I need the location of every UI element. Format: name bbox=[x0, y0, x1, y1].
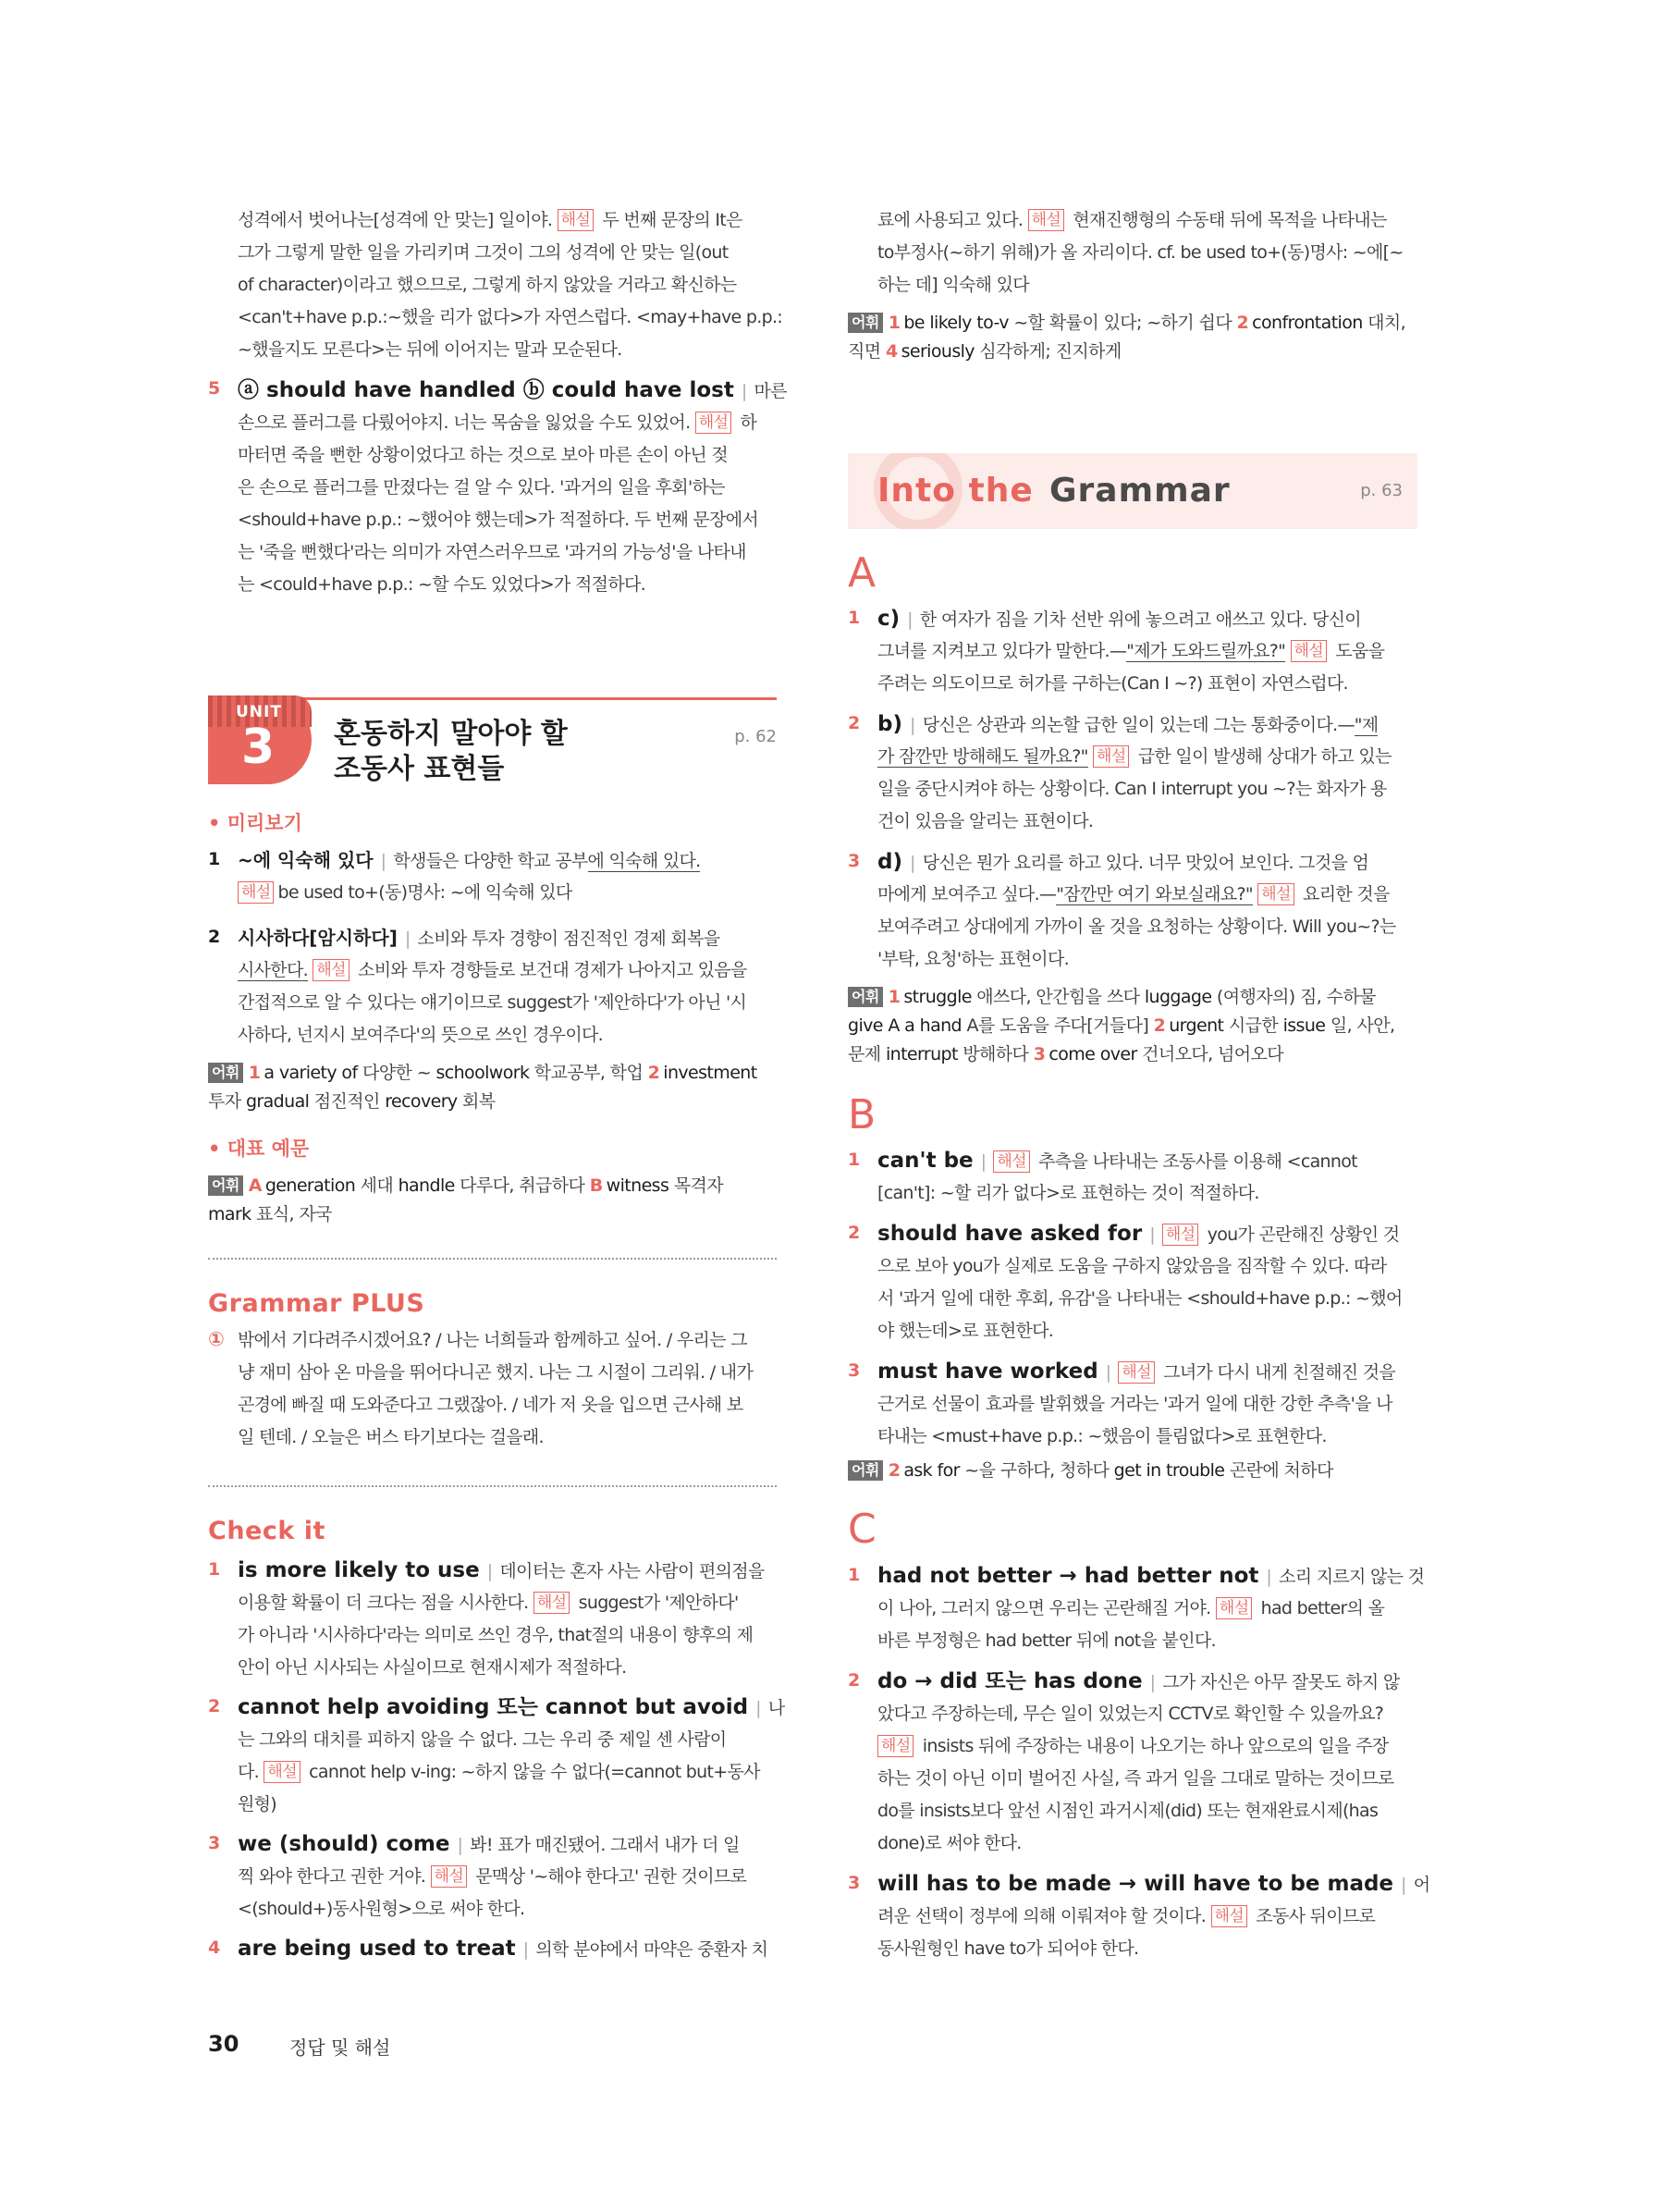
page-number: 30 bbox=[208, 2031, 239, 2057]
text-line: 원형) bbox=[238, 1794, 277, 1815]
underlined-text: "제가 도와드릴까요?" bbox=[1126, 641, 1286, 661]
vocab-meaning: 애쓰다, 안간힘을 쓰다 bbox=[971, 987, 1145, 1007]
answer-text: d) bbox=[877, 850, 902, 874]
vocab-meaning: 투자 bbox=[208, 1091, 246, 1112]
text-line: 하 bbox=[735, 412, 757, 433]
vocab-number: 2 bbox=[1153, 1015, 1166, 1036]
text-line: 으로 보아 you가 실제로 도움을 구하지 않았음을 짐작할 수 있다. 따라 bbox=[877, 1256, 1387, 1276]
text-line: 안이 아닌 시사되는 사실이므로 현재시제가 적절하다. bbox=[238, 1657, 627, 1678]
text-line: 의학 분야에서 마약은 중환자 치 bbox=[535, 1939, 768, 1960]
text-line: 야 했는데>로 표현한다. bbox=[877, 1321, 1054, 1341]
text-line: 그가 자신은 아무 잘못도 하지 않 bbox=[1162, 1672, 1400, 1692]
separator: | bbox=[1149, 1672, 1156, 1692]
answer-text: should have asked for bbox=[877, 1222, 1143, 1246]
separator: | bbox=[909, 853, 915, 873]
vocab-meaning: 점진적인 bbox=[309, 1091, 386, 1112]
answer-text: do → did 또는 has done bbox=[877, 1669, 1143, 1693]
banner-title-part-2: Grammar bbox=[1049, 472, 1231, 510]
explanation-tag: 해설 bbox=[1118, 1361, 1154, 1384]
text-line: suggest가 '제안하다' bbox=[573, 1593, 739, 1613]
unit-page-ref: p. 62 bbox=[734, 727, 777, 746]
unit-number: 3 bbox=[241, 720, 276, 775]
section-letter-b: B bbox=[848, 1091, 877, 1138]
answer-text: b) bbox=[877, 712, 902, 736]
vocab-meaning: 시급한 bbox=[1223, 1015, 1283, 1036]
separator: | bbox=[486, 1561, 493, 1581]
text-line: 마른 bbox=[754, 381, 787, 401]
vocab-tag: 어휘 bbox=[848, 313, 883, 333]
explanation-tag: 해설 bbox=[695, 412, 731, 434]
explanation-tag: 해설 bbox=[1291, 640, 1327, 662]
vocab-word: struggle bbox=[903, 987, 972, 1007]
vocab-meaning: 곤란에 처하다 bbox=[1224, 1460, 1333, 1481]
text-line: 하는 것이 아닌 이미 벌어진 사실, 즉 과거 일을 그대로 말하는 것이므로 bbox=[877, 1768, 1394, 1789]
unit-badge bbox=[208, 695, 312, 784]
text-line: 는 <could+have p.p.: ~할 수도 있었다>가 적절하다. bbox=[238, 574, 645, 595]
text-line: 가 아니라 '시사하다'라는 의미로 쓰인 경우, that절의 내용이 향후의 제 bbox=[238, 1625, 754, 1645]
text-line: 현재진행형의 수동태 뒤에 목적을 나타내는 bbox=[1068, 210, 1387, 230]
unit-header bbox=[208, 695, 777, 784]
separator: | bbox=[1105, 1362, 1111, 1383]
text-line: '부탁, 요청'하는 표현이다. bbox=[877, 949, 1069, 969]
explanation-tag: 해설 bbox=[558, 209, 594, 231]
text-line: of character)이라고 했으므로, 그렇게 하지 않았을 거라고 확신하는 bbox=[238, 275, 737, 295]
text-line: 당신은 뭔가 요리를 하고 있다. 너무 맛있어 보인다. 그것을 엄 bbox=[922, 853, 1369, 873]
banner-page-ref: p. 63 bbox=[1360, 481, 1403, 500]
text-line: 다. bbox=[238, 1762, 259, 1782]
text-line: 료에 사용되고 있다. bbox=[877, 210, 1024, 230]
separator: | bbox=[1149, 1224, 1155, 1245]
text-line: you가 곤란해진 상황인 것 bbox=[1202, 1224, 1400, 1245]
item-number: 1 bbox=[848, 1150, 861, 1170]
section-letter-c: C bbox=[848, 1506, 877, 1553]
footer-label: 정답 및 해설 bbox=[289, 2036, 391, 2059]
item-number: 1 bbox=[848, 608, 861, 628]
separator: | bbox=[907, 609, 913, 630]
vocab-meaning: 건너오다, 넘어오다 bbox=[1136, 1044, 1284, 1064]
explanation-tag: 해설 bbox=[533, 1592, 570, 1614]
vocab-word: a variety of bbox=[264, 1063, 358, 1083]
vocab-word: interrupt bbox=[885, 1044, 958, 1064]
answer-text: is more likely to use bbox=[238, 1558, 480, 1582]
answer-text: are being used to treat bbox=[238, 1937, 516, 1961]
text-line: 급한 일이 발생해 상대가 하고 있는 bbox=[1133, 746, 1392, 767]
dotted-divider bbox=[208, 1258, 777, 1260]
vocab-meaning: 심각하게; 진지하게 bbox=[974, 341, 1122, 362]
separator: | bbox=[380, 851, 386, 871]
vocab-word: luggage bbox=[1144, 987, 1212, 1007]
vocab-word: come over bbox=[1048, 1044, 1137, 1064]
text-line: 봐! 표가 매진됐어. 그래서 내가 더 일 bbox=[470, 1835, 740, 1855]
underlined-text: 에 익숙해 있다. bbox=[587, 851, 701, 871]
text-line: 보여주려고 상대에게 가까이 올 것을 요청하는 상황이다. Will you~?는 bbox=[877, 917, 1396, 937]
explanation-tag: 해설 bbox=[1211, 1905, 1247, 1927]
dotted-divider bbox=[208, 1485, 777, 1487]
text-line: 나 bbox=[767, 1698, 785, 1718]
explanation-tag: 해설 bbox=[1216, 1597, 1252, 1619]
vocab-meaning: 문제 bbox=[848, 1044, 886, 1064]
item-number: ① bbox=[208, 1328, 225, 1350]
vocab-meaning: 방해하다 bbox=[957, 1044, 1034, 1064]
vocab-tag: 어휘 bbox=[848, 1460, 883, 1481]
item-number: 3 bbox=[208, 1833, 221, 1853]
text-line: ~했을지도 모른다>는 뒤에 이어지는 말과 모순된다. bbox=[238, 339, 622, 360]
vocab-meaning: 다양한 ~ bbox=[357, 1063, 436, 1083]
separator: | bbox=[909, 715, 915, 735]
separator: | bbox=[741, 381, 747, 401]
text-line: 마에게 보여주고 싶다.— bbox=[877, 884, 1057, 904]
vocab-meaning: 대치, bbox=[1362, 313, 1406, 333]
text-line: 이용할 확률이 더 크다는 점을 시사한다. bbox=[238, 1593, 529, 1613]
vocab-number: 2 bbox=[1236, 313, 1249, 333]
vocab-word: confrontation bbox=[1252, 313, 1363, 333]
text-line: 한 여자가 짐을 기차 선반 위에 놓으려고 애쓰고 있다. 당신이 bbox=[919, 609, 1361, 630]
explanation-tag: 해설 bbox=[993, 1150, 1029, 1173]
vocab-word: issue bbox=[1282, 1015, 1326, 1036]
text-line: be used to+(동)명사: ~에 익숙해 있다 bbox=[277, 882, 572, 903]
underlined-text: "잠깐만 여기 와보실래요?" bbox=[1056, 884, 1253, 904]
answer-text: will has to be made → will have to be made bbox=[877, 1872, 1394, 1896]
text-line: 그가 그렇게 말한 일을 가리키며 그것이 그의 성격에 안 맞는 일(out bbox=[238, 242, 729, 263]
vocab-meaning: 표식, 자국 bbox=[251, 1204, 332, 1224]
text-line: 손으로 플러그를 다뤘어야지. 너는 목숨을 잃었을 수도 있었어. bbox=[238, 412, 691, 433]
text-line: 도움을 bbox=[1331, 641, 1385, 661]
text-line: 데이터는 혼자 사는 사람이 편의점을 bbox=[499, 1561, 765, 1581]
text-line: 았다고 주장하는데, 무슨 일이 있었는지 CCTV로 확인할 수 있을까요? bbox=[877, 1704, 1384, 1724]
text-line: 당신은 상관과 의논할 급한 일이 있는데 그는 통화중이다.— bbox=[922, 715, 1355, 735]
text-line: 곤경에 빠질 때 도와준다고 그랬잖아. / 네가 저 옷을 입으면 근사해 보 bbox=[238, 1395, 743, 1415]
text-line: 바른 부정형은 had better 뒤에 not을 붙인다. bbox=[877, 1630, 1216, 1651]
vocab-meaning: (여행자의) 짐, 수하물 bbox=[1211, 987, 1376, 1007]
underlined-text: 시사한다. bbox=[238, 960, 308, 980]
separator: | bbox=[404, 929, 411, 949]
text-line: 냥 재미 삼아 온 마을을 뛰어다니곤 했지. 나는 그 시절이 그리워. / 내가 bbox=[238, 1362, 754, 1383]
vocab-word: handle bbox=[398, 1175, 455, 1196]
vocab-word: give A a hand bbox=[848, 1015, 963, 1036]
text-line: 는 '죽을 뻔했다'라는 의미가 자연스러우므로 '과거의 가능성'을 나타내 bbox=[238, 542, 746, 562]
vocab-number: 1 bbox=[888, 313, 901, 333]
vocab-word: gradual bbox=[245, 1091, 310, 1112]
separator: | bbox=[755, 1698, 761, 1718]
separator: | bbox=[522, 1939, 529, 1960]
vocab-number: 2 bbox=[888, 1460, 901, 1481]
text-line: 그녀를 지켜보고 있다가 말한다.— bbox=[877, 641, 1127, 661]
text-line: 성격에서 벗어나는[성격에 안 맞는] 일이야. bbox=[238, 210, 553, 230]
text-line: had better의 올 bbox=[1256, 1598, 1385, 1618]
check-it-heading: Check it bbox=[208, 1517, 325, 1545]
vocab-number: 4 bbox=[885, 341, 898, 362]
vocab-word: urgent bbox=[1169, 1015, 1224, 1036]
text-line: 어 bbox=[1413, 1875, 1430, 1895]
item-number: 2 bbox=[848, 1223, 861, 1243]
text-line: do를 insists보다 앞선 시점인 과거시제(did) 또는 현재완료시제(has bbox=[877, 1801, 1379, 1821]
vocab-word: mark bbox=[208, 1204, 251, 1224]
vocab-number: 1 bbox=[248, 1063, 261, 1083]
separator: | bbox=[1266, 1567, 1272, 1587]
answer-text: can't be bbox=[877, 1149, 974, 1173]
text-line: 그녀가 다시 내게 친절해진 것을 bbox=[1158, 1362, 1396, 1383]
answer-text: cannot help avoiding 또는 cannot but avoid bbox=[238, 1695, 749, 1719]
section-letter-a: A bbox=[848, 549, 877, 597]
text-line: insists 뒤에 주장하는 내용이 나오기는 하나 앞으로의 일을 주장 bbox=[917, 1736, 1389, 1756]
vocab-meaning: 다루다, 취급하다 bbox=[454, 1175, 590, 1196]
text-line: 서 '과거 일에 대한 후회, 유감'을 나타내는 <should+have p.p.: ~했어 bbox=[877, 1288, 1403, 1309]
item-number: 3 bbox=[848, 851, 861, 871]
item-number: 3 bbox=[848, 1873, 861, 1893]
item-number: 2 bbox=[848, 713, 861, 733]
vocab-number: B bbox=[589, 1175, 603, 1196]
explanation-tag: 해설 bbox=[313, 959, 349, 981]
underlined-text: 가 잠깐만 방해해도 될까요?" bbox=[877, 746, 1088, 767]
text-line: 건이 있음을 알리는 표현이다. bbox=[877, 811, 1094, 831]
vocab-number: A bbox=[248, 1175, 262, 1196]
text-line: <(should+)동사원형>으로 써야 한다. bbox=[238, 1899, 525, 1919]
explanation-tag: 해설 bbox=[1162, 1224, 1198, 1246]
item-number: 5 bbox=[208, 378, 221, 399]
text-line: 마터면 죽을 뻔한 상황이었다고 하는 것으로 보아 마른 손이 아닌 젖 bbox=[238, 445, 729, 465]
unit-title-line-2: 조동사 표현들 bbox=[334, 753, 505, 785]
vocab-meaning: 회복 bbox=[457, 1091, 496, 1112]
text-line: 려운 선택이 정부에 의해 이뤄져야 할 것이다. bbox=[877, 1906, 1207, 1926]
text-line: 찍 와야 한다고 권한 거야. bbox=[238, 1866, 426, 1887]
underlined-text: "제 bbox=[1354, 715, 1379, 735]
vocab-tag: 어휘 bbox=[208, 1063, 243, 1083]
vocab-number: 1 bbox=[888, 987, 901, 1007]
explanation-tag: 해설 bbox=[1093, 745, 1129, 768]
vocab-meaning: ~을 구하다, 청하다 bbox=[959, 1460, 1114, 1481]
vocab-word: recovery bbox=[385, 1091, 458, 1112]
separator: | bbox=[457, 1835, 463, 1855]
preview-heading: • 미리보기 bbox=[208, 812, 302, 834]
text-line: <should+have p.p.: ~했어야 했는데>가 적절하다. 두 번째 문장에서 bbox=[238, 510, 759, 530]
text-line: [can't]: ~할 리가 없다>로 표현하는 것이 적절하다. bbox=[877, 1183, 1259, 1203]
vocab-word: be likely to-v bbox=[903, 313, 1009, 333]
answer-text: ⓐ should have handled ⓑ could have lost bbox=[238, 378, 734, 402]
text-line: 소비와 투자 경향들로 보건대 경제가 나아지고 있음을 bbox=[352, 960, 747, 980]
text-line: 요리한 것을 bbox=[1297, 884, 1390, 904]
vocab-word: get in trouble bbox=[1113, 1460, 1225, 1481]
item-number: 2 bbox=[208, 927, 221, 947]
text-line: <can't+have p.p.:~했을 리가 없다>가 자연스럽다. <may+have p.p.: bbox=[238, 307, 782, 327]
text-line: 소리 지르지 않는 것 bbox=[1279, 1567, 1425, 1587]
item-number: 2 bbox=[848, 1670, 861, 1691]
answer-text: had not better → had better not bbox=[877, 1564, 1259, 1588]
text-line: 간접적으로 알 수 있다는 얘기이므로 suggest가 '제안하다'가 아닌 '시 bbox=[238, 992, 747, 1013]
text-line: 소비와 투자 경향이 점진적인 경제 회복을 bbox=[417, 929, 720, 949]
vocab-number: 3 bbox=[1033, 1044, 1046, 1064]
answer-text: 시사하다[암시하다] bbox=[238, 927, 398, 949]
unit-title-line-1: 혼동하지 말아야 할 bbox=[334, 718, 568, 750]
item-number: 2 bbox=[208, 1696, 221, 1716]
answer-text: must have worked bbox=[877, 1360, 1098, 1384]
text-line: to부정사(~하기 위해)가 올 자리이다. cf. be used to+(동)명사: ~에[~ bbox=[877, 242, 1404, 263]
answer-text: ~에 익숙해 있다 bbox=[238, 849, 374, 871]
vocab-meaning: 목격자 bbox=[668, 1175, 723, 1196]
text-line: 학생들은 다양한 학교 공부 bbox=[393, 851, 588, 871]
into-the-grammar-banner bbox=[848, 453, 1417, 529]
text-line: 근거로 선물이 효과를 발휘했을 거라는 '과거 일에 대한 강한 추측'을 나 bbox=[877, 1394, 1392, 1414]
text-line: 은 손으로 플러그를 만졌다는 걸 알 수 있다. '과거의 일을 후회'하는 bbox=[238, 477, 725, 498]
text-line: 사하다, 넌지시 보여주다'의 뜻으로 쓰인 경우이다. bbox=[238, 1025, 603, 1045]
text-line: 이 나아, 그러지 않으면 우리는 곤란해질 거야. bbox=[877, 1598, 1211, 1618]
vocab-meaning: 직면 bbox=[848, 341, 886, 362]
vocab-word: schoolwork bbox=[435, 1063, 530, 1083]
explanation-tag: 해설 bbox=[877, 1735, 914, 1757]
vocab-word: investment bbox=[663, 1063, 757, 1083]
text-line: 두 번째 문장의 It은 bbox=[597, 210, 742, 230]
answer-text: we (should) come bbox=[238, 1832, 450, 1856]
examples-heading: • 대표 예문 bbox=[208, 1138, 310, 1160]
vocab-tag: 어휘 bbox=[848, 987, 883, 1007]
text-line: 문맥상 '~해야 한다고' 권한 것이므로 bbox=[471, 1866, 747, 1887]
vocab-word: witness bbox=[606, 1175, 669, 1196]
unit-label: UNIT bbox=[236, 703, 282, 721]
item-number: 4 bbox=[208, 1938, 221, 1958]
banner-title-part-1: Into the bbox=[877, 472, 1034, 510]
separator: | bbox=[980, 1151, 987, 1172]
vocab-meaning: A를 도움을 주다[거들다] bbox=[962, 1015, 1154, 1036]
explanation-tag: 해설 bbox=[1257, 883, 1294, 905]
item-number: 3 bbox=[848, 1360, 861, 1381]
grammar-plus-heading: Grammar PLUS bbox=[208, 1289, 425, 1318]
text-line: 타내는 <must+have p.p.: ~했음이 틀림없다>로 표현한다. bbox=[877, 1426, 1327, 1446]
text-line: 추측을 나타내는 조동사를 이용해 <cannot bbox=[1033, 1151, 1357, 1172]
text-line: cannot help v-ing: ~하지 않을 수 없다(=cannot but+동사 bbox=[303, 1762, 760, 1782]
text-line: 밖에서 기다려주시겠어요? / 나는 너희들과 함께하고 싶어. / 우리는 그 bbox=[238, 1330, 747, 1350]
text-line: done)로 써야 한다. bbox=[877, 1833, 1022, 1853]
text-line: 동사원형인 have to가 되어야 한다. bbox=[877, 1938, 1139, 1959]
item-number: 1 bbox=[208, 849, 221, 869]
explanation-tag: 해설 bbox=[431, 1865, 467, 1888]
vocab-tag: 어휘 bbox=[208, 1175, 243, 1196]
answer-text: c) bbox=[877, 607, 901, 631]
vocab-word: generation bbox=[264, 1175, 356, 1196]
explanation-tag: 해설 bbox=[264, 1761, 300, 1783]
separator: | bbox=[1401, 1875, 1406, 1895]
text-line: 하는 데] 익숙해 있다 bbox=[877, 275, 1029, 295]
text-line: 주려는 의도이므로 허가를 구하는(Can I ~?) 표현이 자연스럽다. bbox=[877, 673, 1348, 694]
text-line: 조동사 뒤이므로 bbox=[1250, 1906, 1376, 1926]
vocab-word: ask for bbox=[903, 1460, 960, 1481]
text-line: 일 텐데. / 오늘은 버스 타기보다는 걸을래. bbox=[238, 1427, 544, 1447]
text-line: 는 그와의 대치를 피하지 않을 수 없다. 그는 우리 중 제일 센 사람이 bbox=[238, 1729, 727, 1750]
vocab-meaning: 일, 사안, bbox=[1325, 1015, 1395, 1036]
vocab-meaning: ~할 확률이 있다; ~하기 쉽다 bbox=[1008, 313, 1237, 333]
explanation-tag: 해설 bbox=[238, 881, 274, 904]
item-number: 1 bbox=[208, 1559, 221, 1580]
explanation-tag: 해설 bbox=[1028, 209, 1064, 231]
item-number: 1 bbox=[848, 1565, 861, 1585]
vocab-meaning: 학교공부, 학업 bbox=[529, 1063, 648, 1083]
vocab-meaning: 세대 bbox=[355, 1175, 399, 1196]
vocab-number: 2 bbox=[647, 1063, 660, 1083]
text-line: 일을 중단시켜야 하는 상황이다. Can I interrupt you ~?는 화자가 용 bbox=[877, 779, 1387, 799]
vocab-word: seriously bbox=[901, 341, 975, 362]
